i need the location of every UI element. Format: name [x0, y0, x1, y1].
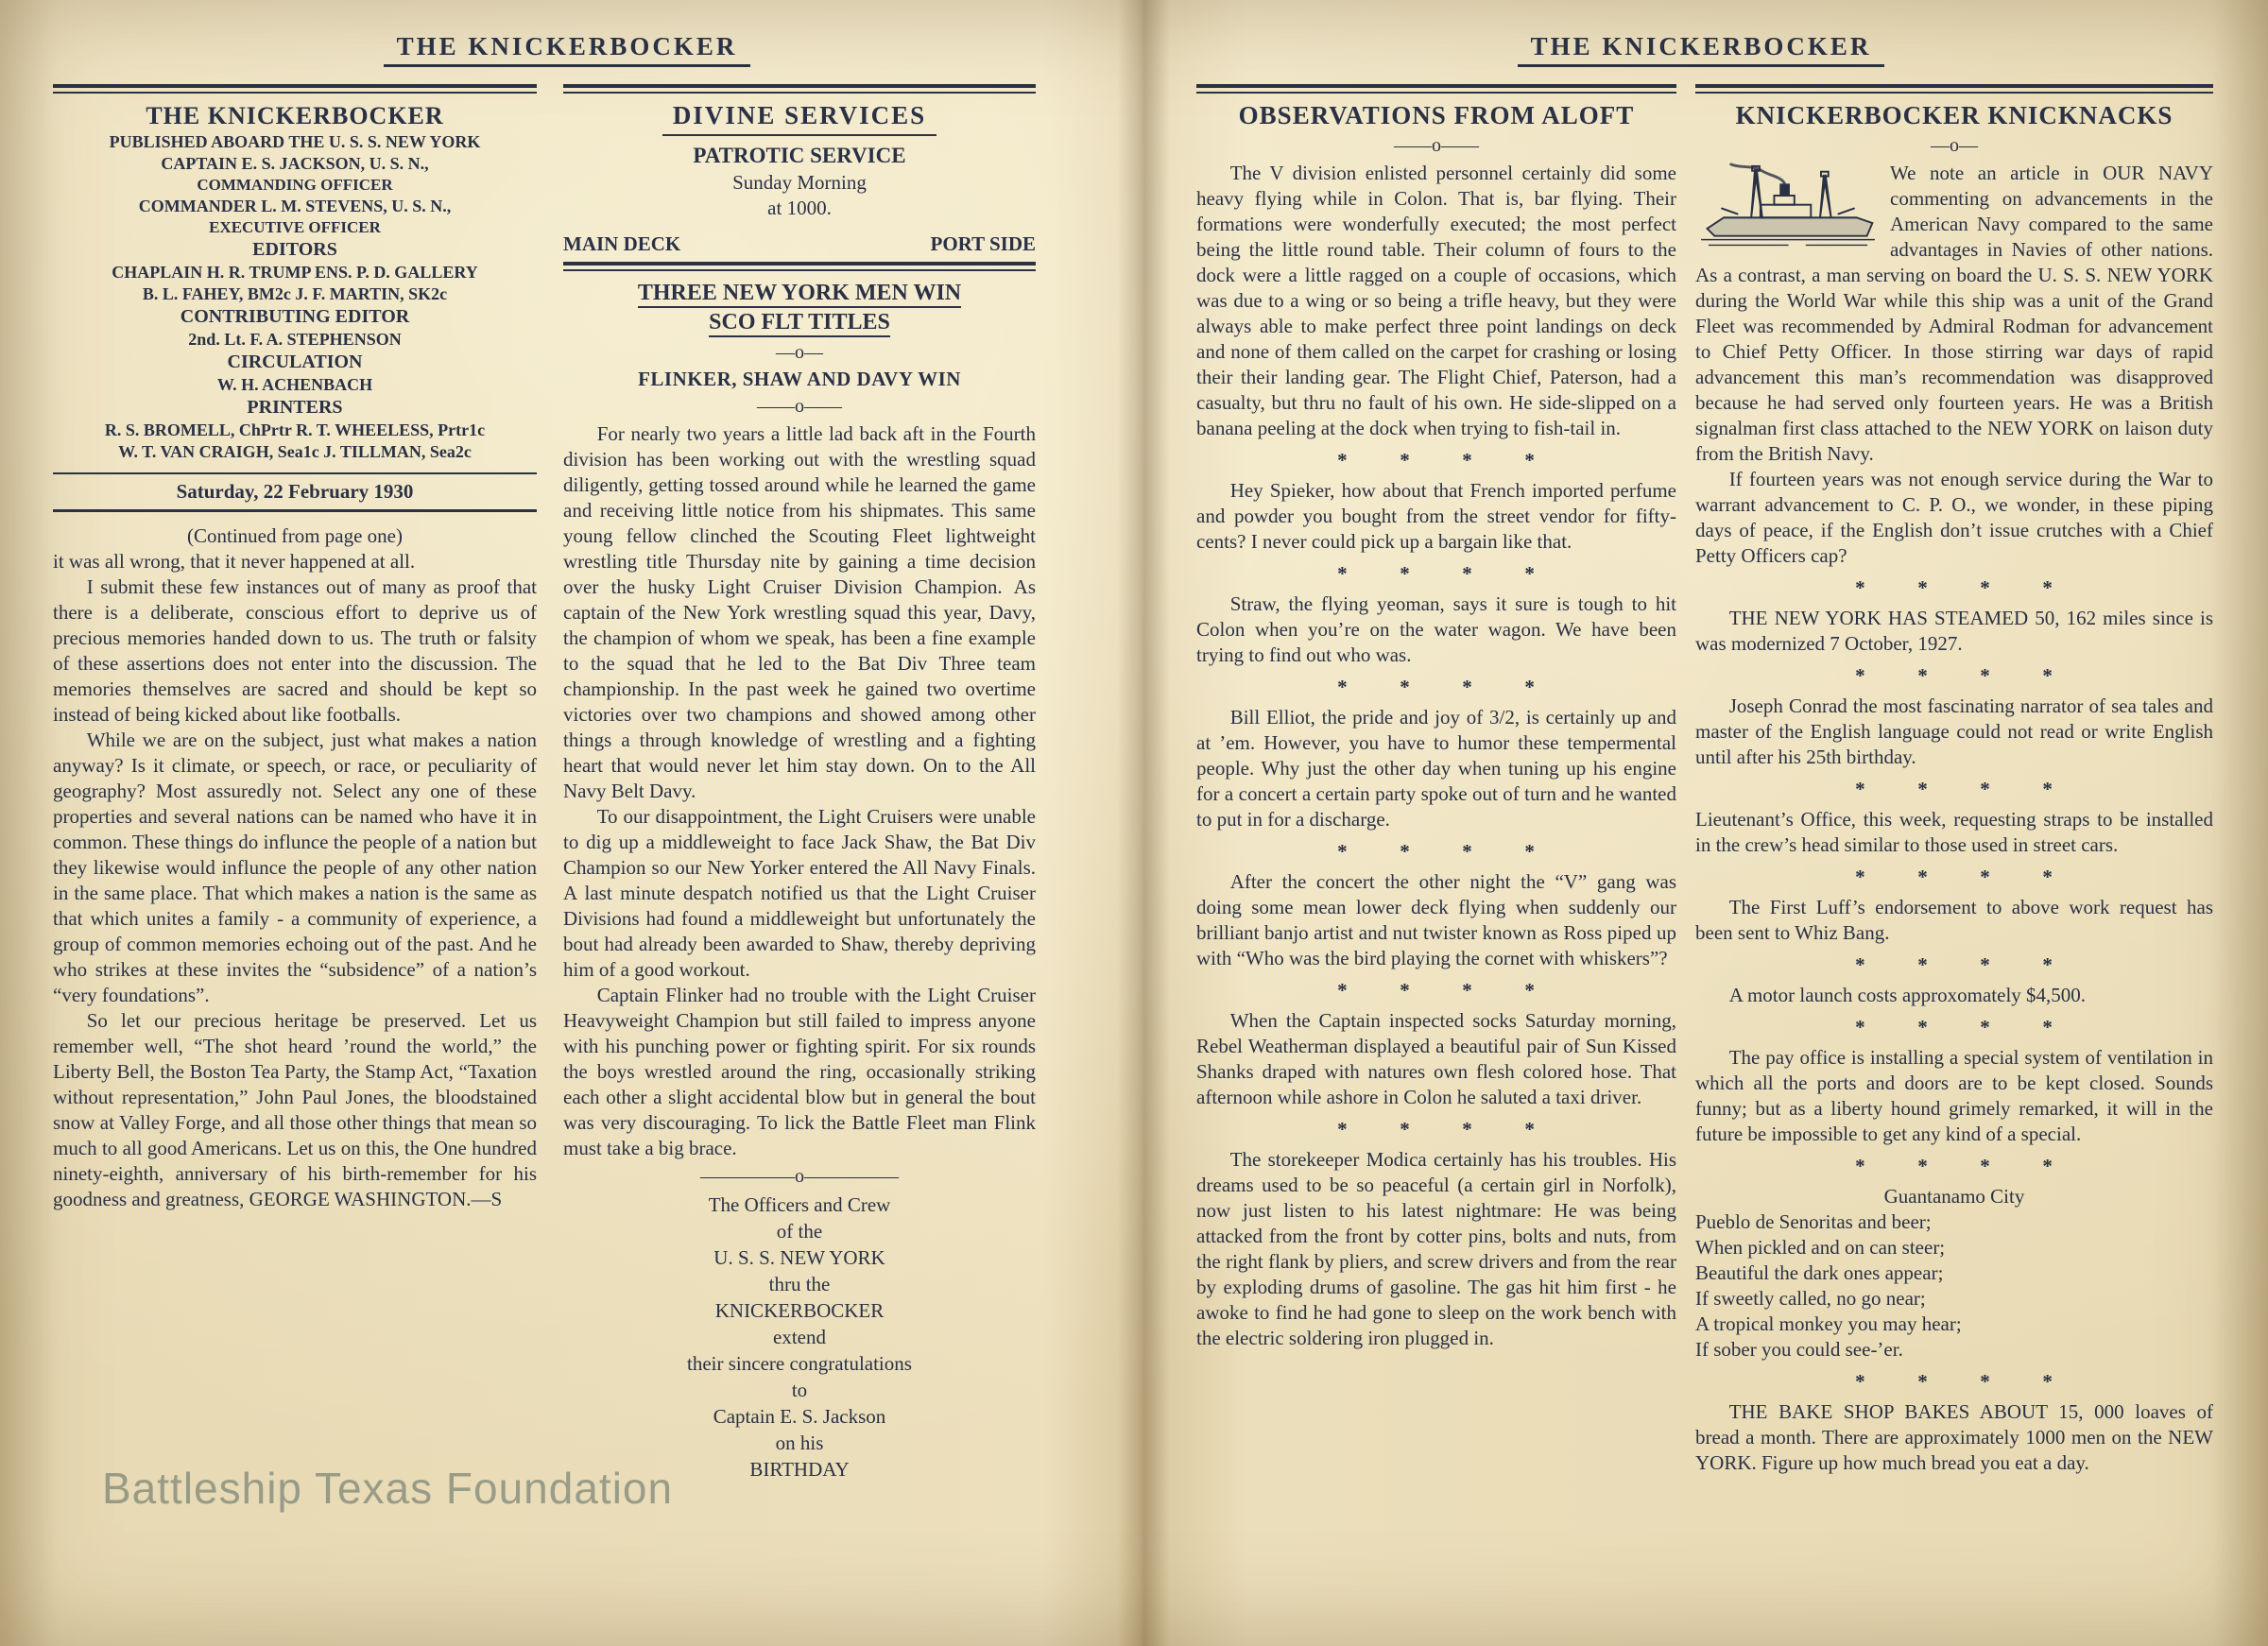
watermark-text: Battleship Texas Foundation: [102, 1464, 674, 1513]
article-paragraph: If fourteen years was not enough service during the War to warrant advancement to C. P. O., we wonder, in these piping days of peace, if the English don’t issue crutches with a Chief Petty Officers cap?: [1695, 468, 2213, 567]
issue-date: Saturday, 22 February 1930: [53, 472, 537, 512]
masthead-line: 2nd. Lt. F. A. STEPHENSON: [188, 330, 402, 349]
knicknacks-items: [1695, 467, 2213, 1476]
left-columns: [0, 67, 1134, 1483]
masthead-line: CHAPLAIN H. R. TRUMP ENS. P. D. GALLERY: [112, 263, 478, 282]
article-paragraph: Hey Spieker, how about that French imported perfume and powder you bought from the street vendor for fifty-cents? I never could pick up a bargain like that.: [1196, 479, 1676, 553]
service-line: PATROTIC SERVICE: [693, 144, 906, 167]
headline-line-1: [563, 279, 1036, 308]
article-paragraph: If sweetly called, no go near;: [1695, 1287, 1926, 1310]
masthead-line: B. L. FAHEY, BM2c J. F. MARTIN, SK2c: [142, 284, 448, 303]
article-paragraph: I submit these few instances out of many as proof that there is a deliberate, conscious effort to deprive us of precious memories handed down to us. The truth or falsity of these assertions does not enter into the discussion. The memories themselves are sacred and should be kept so instead of being kicked about like footballs.: [53, 575, 537, 726]
article-paragraph: While we are on the subject, just what makes a nation anyway? Is it climate, or speech, or race, or peculiarity of geography? Most assuredly not. Select any one of these properties and several nations can be named who have it in common. These things do influnce the people of a nation but they likewise would influnce the people of any other nation in the same place. That which makes a nation is the same as that which unites a family - a community of experience, a group of common memories echoing out of the past. And he who strikes at these invites the “subsidence” of a nation’s “very foundations”.: [53, 729, 537, 1006]
article-paragraph: THE NEW YORK HAS STEAMED 50, 162 miles since is was modernized 7 October, 1927.: [1695, 607, 2213, 655]
article-paragraph: Beautiful the dark ones appear;: [1695, 1261, 1944, 1284]
article-paragraph: A motor launch costs approxomately $4,500.: [1728, 984, 2087, 1006]
article-paragraph: * * * *: [1855, 664, 2053, 687]
article-paragraph: The storekeeper Modica certainly has his troubles. His dreams used to be so peaceful (a certain girl in Norfolk), now just listen to his latest nightmare: He was being attacked from the front by cotter pins, bolts and nuts, from the right flank by pliers, and screw drivers and from the rear by exploding drums of gasoline. The gas hit him first - he awoke to find he had gone to sleep on the work bench with the electric soldering iron plugged in.: [1196, 1148, 1676, 1349]
service-location-row: [563, 232, 1036, 256]
article-paragraph: * * * *: [1855, 778, 2053, 800]
knicknacks-lead-text: We note an article in OUR NAVY commenting on advancements in the American Navy compared to the same advantages in Navies of other nations. As a contrast, a man serving on board the U. S. S. NEW YORK during the World War while this ship was a unit of the Grand Fleet was recommended by Admiral Rodman for advancement to Chief Petty Officer. In those stirring war days of rapid advancement this man’s recommendation was disapproved because he had served only fourteen years. He was a British signalman first class attached to the NEW YORK on laison duty from the British Navy.: [1695, 162, 2213, 465]
headline-text-2: SCO FLT TITLES: [709, 310, 890, 337]
battleship-illustration: [1695, 163, 1881, 259]
section-separator: ——o——: [1394, 135, 1479, 156]
divider-rule: [53, 84, 537, 94]
congrats-line: on his: [775, 1432, 824, 1454]
congrats-line: to: [791, 1379, 808, 1401]
observations-article: [1196, 161, 1676, 1351]
divine-services-title: DIVINE SERVICES: [672, 101, 927, 129]
section-separator: ——o——: [757, 396, 842, 417]
service-line: at 1000.: [767, 197, 832, 219]
article-paragraph: * * * *: [1855, 1155, 2053, 1177]
masthead-line: COMMANDING OFFICER: [197, 176, 393, 194]
article-paragraph: * * * *: [1855, 1370, 2053, 1393]
congrats-line: U. S. S. NEW YORK: [713, 1246, 885, 1269]
masthead-line: W. T. VAN CRAIGH, Sea1c J. TILLMAN, Sea2c: [118, 442, 472, 461]
article-paragraph: So let our precious heritage be preserved. Let us remember well, “The shot heard ’round the world,” the Liberty Bell, the Boston Tea Party, the Stamp Act, “Taxation without representation,” John Paul Jones, the bloodstained snow at Valley Forge, and all those other things that mean so much to all good Americans. Let us on this, the One hundred ninety-eighth, anniversary of his birth-remember for his goodness and greatness, GEORGE WASHINGTON.—S: [53, 1009, 537, 1210]
service-location-right: PORT SIDE: [930, 232, 1036, 255]
article-paragraph: When the Captain inspected socks Saturday morning, Rebel Weatherman displayed a beautiful pair of Sun Kissed Shanks draped with natures own flesh colored hose. That afternoon while ashore in Colon he saluted a taxi driver.: [1196, 1009, 1676, 1108]
article-paragraph: THE BAKE SHOP BAKES ABOUT 15, 000 loaves of bread a month. There are approximately 1000 men on the NEW YORK. Figure up how much bread you eat a day.: [1695, 1400, 2213, 1474]
service-line: Sunday Morning: [732, 171, 867, 194]
birthday-congratulations: [563, 1192, 1036, 1483]
article-paragraph: * * * *: [1337, 1118, 1536, 1140]
congrats-line: of the: [776, 1220, 823, 1243]
headline-line-2: [563, 308, 1036, 337]
congrats-line: KNICKERBOCKER: [714, 1299, 885, 1322]
masthead-line: COMMANDER L. M. STEVENS, U. S. N.,: [138, 197, 452, 215]
congrats-line: extend: [773, 1326, 826, 1348]
article-paragraph: * * * *: [1337, 979, 1536, 1002]
article-paragraph: * * * *: [1855, 1016, 2053, 1038]
running-head-right-text: THE KNICKERBOCKER: [1518, 32, 1885, 67]
article-paragraph: If sober you could see-’er.: [1695, 1338, 1903, 1361]
article-paragraph: (Continued from page one): [186, 524, 404, 547]
knicknacks-column: [1695, 78, 2213, 1476]
masthead-line: THE KNICKERBOCKER: [146, 102, 444, 129]
congrats-line: their sincere congratulations: [687, 1352, 912, 1375]
masthead-line: R. S. BROMELL, ChPrtr R. T. WHEELESS, Prtr1c: [104, 420, 486, 439]
article-paragraph: * * * *: [1855, 576, 2053, 599]
masthead-line: EXECUTIVE OFFICER: [209, 218, 381, 236]
article-paragraph: * * * *: [1337, 840, 1536, 863]
article-paragraph: * * * *: [1855, 953, 2053, 976]
page-right: [1134, 0, 2268, 1646]
article-paragraph: The pay office is installing a special system of ventilation in which all the ports and doors are to be kept closed. Sounds funny; but as a liberty hound grimely remarked, it will in the future be impossible to get any kind of a special.: [1695, 1046, 2213, 1145]
masthead-line: EDITORS: [252, 239, 337, 260]
article-paragraph: Joseph Conrad the most fascinating narrator of sea tales and master of the English language could not read or write English until after his 25th birthday.: [1695, 694, 2213, 768]
congrats-line: The Officers and Crew: [708, 1193, 891, 1216]
service-location-left: MAIN DECK: [563, 232, 681, 255]
masthead-column: [53, 78, 537, 1483]
article-paragraph: A tropical monkey you may hear;: [1695, 1312, 1962, 1335]
article-paragraph: The First Luff’s endorsement to above work request has been sent to Whiz Bang.: [1695, 896, 2213, 944]
running-head-left: [0, 0, 1134, 67]
continued-article: [53, 523, 537, 1212]
subheadline: FLINKER, SHAW AND DAVY WIN: [638, 368, 961, 390]
congrats-line: Captain E. S. Jackson: [713, 1405, 886, 1428]
observations-column: [1196, 78, 1676, 1476]
divider-rule: [563, 84, 1036, 94]
right-columns: [1134, 67, 2268, 1476]
masthead-line: PUBLISHED ABOARD THE U. S. S. NEW YORK: [109, 132, 481, 151]
article-paragraph: * * * *: [1337, 562, 1536, 585]
article-paragraph: The V division enlisted personnel certainly did some heavy flying while in Colon. That is, bar flying. Their formations were wonderfully executed; the most perfect being the little round table. Their column of fours to the dock were a little ragged on a couple of occasions, which was due to a wing or so being a trifle heavy, but they were always able to make perfect three point landings on deck and none of them called on the carpet for crashing or losing their their landing gear. The Flight Chief, Paterson, had a casualty, but thru no fault of his own. He side-slipped on a banana peeling at the dock when trying to fish-tail in.: [1196, 162, 1676, 439]
congrats-line: BIRTHDAY: [749, 1458, 850, 1481]
divider-rule: [563, 262, 1036, 271]
masthead-line: CIRCULATION: [227, 351, 363, 372]
divider-rule: [1196, 84, 1676, 94]
section-separator: —o—: [776, 342, 823, 363]
article-paragraph: * * * *: [1337, 676, 1536, 698]
article-paragraph: Pueblo de Senoritas and beer;: [1695, 1210, 1932, 1233]
running-head-left-text: THE KNICKERBOCKER: [384, 32, 751, 67]
article-paragraph: Bill Elliot, the pride and joy of 3/2, is certainly up and at ’em. However, you have to humor these tempermental people. Why just the other day when tuning up his engine for a concert a certain party spoke out of turn and he wanted to put in for a discharge.: [1196, 706, 1676, 831]
article-paragraph: After the concert the other night the “V” gang was doing some mean lower deck flying when suddenly our brilliant banjo artist and nut twister known as Ross piped up with “Who was the bird playing the cornet with whiskers”?: [1196, 870, 1676, 969]
knicknacks-lead: [1695, 161, 2213, 467]
knicknacks-title: KNICKERBOCKER KNICKNACKS: [1735, 101, 2174, 129]
sports-column: [563, 78, 1036, 1483]
congrats-line: thru the: [768, 1273, 831, 1295]
masthead-line: W. H. ACHENBACH: [216, 375, 373, 394]
section-separator: —o—: [1931, 135, 1978, 156]
masthead-line: PRINTERS: [247, 397, 343, 418]
article-paragraph: When pickled and on can steer;: [1695, 1236, 1946, 1259]
article-paragraph: it was all wrong, that it never happened at all.: [53, 550, 416, 573]
article-paragraph: Captain Flinker had no trouble with the Light Cruiser Heavyweight Champion but still failed to impress anyone with his punching power or fighting spirit. For six rounds the boys wrestled around the ring, occasionally striking each other a slight accidental blow but in general the bout was very discouraging. To lick the Battle Fleet man Flink must take a big brace.: [563, 984, 1036, 1159]
sports-article: [563, 421, 1036, 1161]
divider-rule: [1695, 84, 2213, 94]
article-paragraph: Lieutenant’s Office, this week, requesting straps to be installed in the crew’s head similar to those used in street cars.: [1695, 808, 2213, 856]
service-info: [563, 142, 1036, 221]
divider-rule: [662, 134, 936, 136]
article-paragraph: Guantanamo City: [1883, 1185, 2025, 1208]
running-head-right: [1134, 0, 2268, 67]
headline-text-1: THREE NEW YORK MEN WIN: [638, 281, 961, 308]
article-paragraph: * * * *: [1337, 449, 1536, 472]
article-paragraph: To our disappointment, the Light Cruisers were unable to dig up a middleweight to face Jack Shaw, the Bat Div Champion so our New Yorker entered the All Navy Finals. A last minute despatch notified us that the Light Cruiser Divisions had found a middleweight but unfortunately the bout had already been awarded to Shaw, thereby depriving him of a good workout.: [563, 805, 1036, 981]
masthead-line: CONTRIBUTING EDITOR: [180, 306, 410, 327]
article-paragraph: For nearly two years a little lad back aft in the Fourth division has been working out with the wrestling squad diligently, getting tossed around while he learned the game and receiving little notice from his shipmates. This same young fellow clinched the Scouting Fleet lightweight wrestling title Thursday nite by gaining a time decision over the husky Light Cruiser Division Champion. As captain of the New York wrestling squad this year, Davy, the champion of whom we speak, has been a fine example to the squad that he led to the Bat Div Three team championship. In the past week he gained two overtime victories over two champions and showed among other things a through knowledge of wrestling and a fighting heart that would never let him stay down. On to the All Navy Belt Davy.: [563, 422, 1036, 802]
article-paragraph: * * * *: [1855, 866, 2053, 888]
observations-title: OBSERVATIONS FROM ALOFT: [1238, 101, 1635, 129]
masthead: [53, 101, 537, 463]
masthead-line: CAPTAIN E. S. JACKSON, U. S. N.,: [161, 154, 429, 173]
section-separator: —————o—————: [700, 1166, 899, 1187]
article-paragraph: Straw, the flying yeoman, says it sure is tough to hit Colon when you’re on the water wagon. We have been trying to find out who was.: [1196, 592, 1676, 666]
